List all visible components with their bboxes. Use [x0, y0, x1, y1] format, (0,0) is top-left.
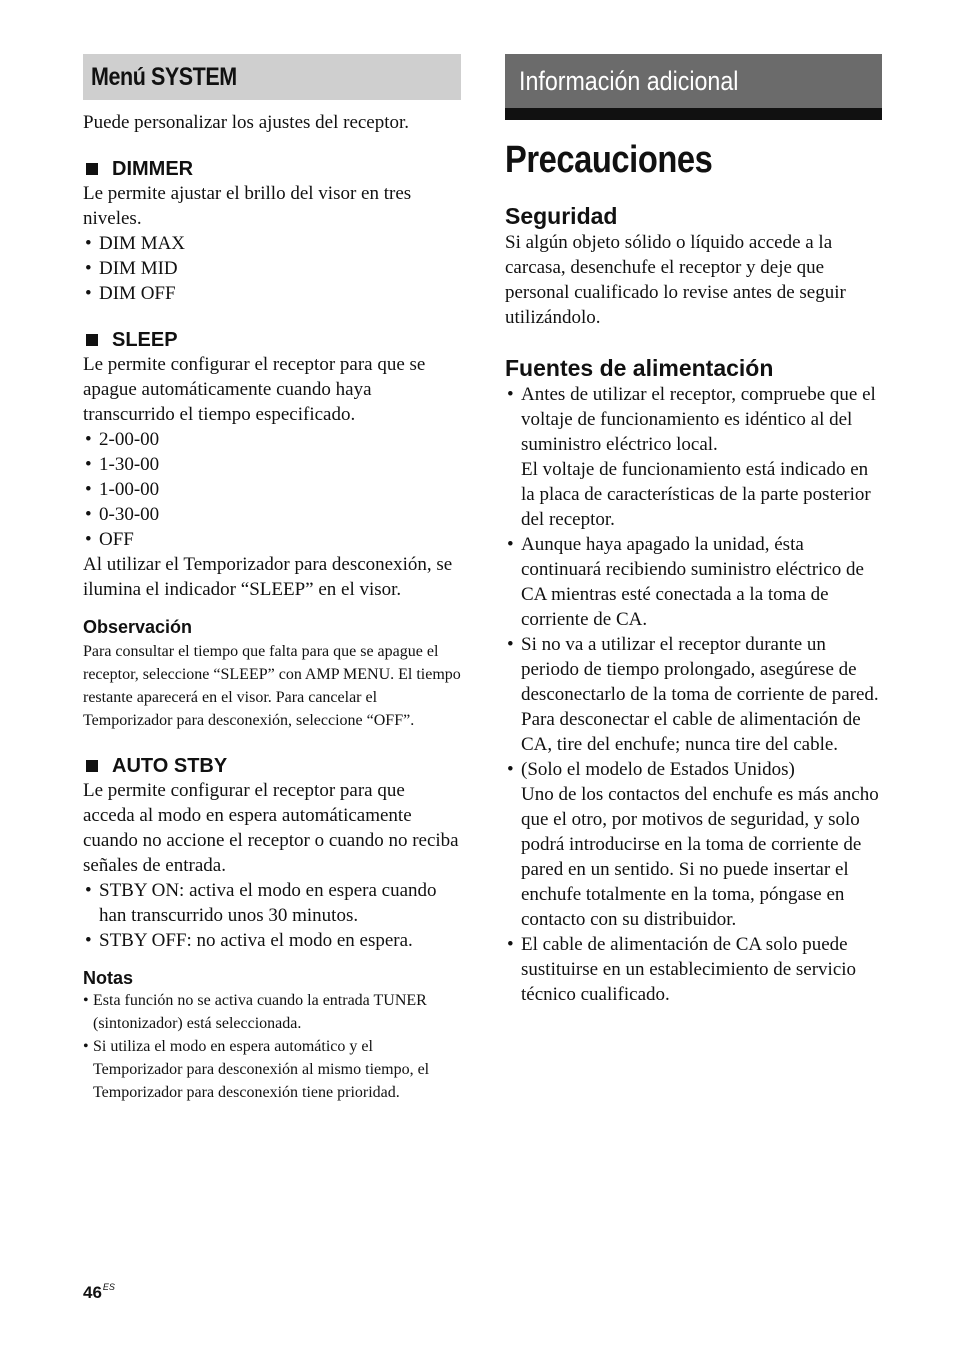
list-item: • 1-00-00 — [83, 477, 461, 502]
section-header-informacion-adicional — [505, 54, 882, 120]
section-header-menu-system — [83, 54, 461, 100]
list-item — [505, 532, 882, 632]
list-item-text: (Solo el modelo de Estados Unidos) — [521, 759, 795, 780]
list-item: • DIM MID — [83, 256, 461, 281]
dimmer-list — [83, 231, 461, 306]
notas-title: Notas — [83, 968, 134, 988]
list-item: • STBY OFF: no activa el modo en espera. — [83, 928, 461, 953]
list-item: • Si utiliza el modo en espera automático y el Temporizador para desconexión al mismo tiempo, el Temporizador para desconexión tiene prioridad. — [83, 1035, 461, 1104]
list-item: • DIM MAX — [83, 231, 461, 256]
left-column — [83, 54, 461, 1104]
list-item-text: El voltaje de funcionamiento está indicado en la placa de características de la parte posterior del receptor. — [521, 459, 871, 530]
sleep-list — [83, 427, 461, 552]
dimmer-title: DIMMER — [112, 158, 194, 180]
list-item — [505, 632, 882, 757]
list-item: • STBY ON: activa el modo en espera cuando han transcurrido unos 30 minutos. — [83, 878, 461, 928]
dimmer-heading — [83, 157, 461, 181]
sleep-heading — [83, 328, 461, 352]
observacion-title: Observación — [83, 617, 193, 637]
fuentes-title: Fuentes de alimentación — [505, 355, 774, 381]
square-bullet-icon — [86, 760, 98, 772]
notas-list — [83, 989, 461, 1104]
auto-stby-heading — [83, 754, 461, 778]
page-language-code: ES — [102, 1282, 115, 1292]
list-item — [505, 757, 882, 932]
sleep-after-text: Al utilizar el Temporizador para desconexión, se ilumina el indicador “SLEEP” en el visor. — [83, 554, 453, 600]
seguridad-title: Seguridad — [505, 203, 618, 229]
auto-stby-text: Le permite configurar el receptor para que acceda al modo en espera automáticamente cuando no accione el receptor o cuando no reciba señales de entrada. — [83, 780, 459, 876]
list-item-text: Uno de los contactos del enchufe es más ancho que el otro, por motivos de seguridad, y solo podrá introducirse en la toma de corriente de pared en un sentido. Si no puede insertar el enchufe totalmente en la toma, póngase en contacto con su distribuidor. — [521, 784, 879, 930]
auto-stby-title: AUTO STBY — [112, 755, 228, 777]
fuentes-list — [505, 382, 882, 1007]
auto-stby-list — [83, 878, 461, 953]
list-item-text: Aunque haya apagado la unidad, ésta continuará recibiendo suministro eléctrico de CA mientras esté conectada a la toma de corriente de CA. — [521, 534, 864, 630]
section-header-label: Información adicional — [519, 65, 739, 96]
page-number-value: 46 — [83, 1283, 102, 1302]
list-item: • 2-00-00 — [83, 427, 461, 452]
page-number — [83, 1282, 115, 1303]
seguridad-text: Si algún objeto sólido o líquido accede a la carcasa, desenchufe el receptor y deje que personal cualificado lo revise antes de seguir utilizándolo. — [505, 232, 846, 328]
page-title — [505, 138, 882, 182]
list-item: • 0-30-00 — [83, 502, 461, 527]
list-item: • Esta función no se activa cuando la entrada TUNER (sintonizador) está seleccionada. — [83, 989, 461, 1035]
sleep-title: SLEEP — [112, 329, 178, 351]
page-title-text: Precauciones — [505, 139, 713, 181]
list-item-text: Antes de utilizar el receptor, compruebe que el voltaje de funcionamiento es idéntico al del suministro eléctrico local. — [521, 384, 876, 455]
list-item — [505, 382, 882, 532]
sleep-text: Le permite configurar el receptor para que se apague automáticamente cuando haya transcurrido el tiempo especificado. — [83, 354, 426, 425]
list-item-text: El cable de alimentación de CA solo puede sustituirse en un establecimiento de servicio técnico cualificado. — [521, 934, 857, 1005]
observacion-text: Para consultar el tiempo que falta para que se apague el receptor, seleccione “SLEEP” con AMP MENU. El tiempo restante aparecerá en el visor. Para cancelar el Temporizador para desconexión, seleccione “OFF”. — [83, 643, 461, 729]
square-bullet-icon — [86, 334, 98, 346]
list-item: • DIM OFF — [83, 281, 461, 306]
right-column — [505, 54, 882, 1007]
list-item: • OFF — [83, 527, 461, 552]
intro-text: Puede personalizar los ajustes del receptor. — [83, 112, 410, 133]
square-bullet-icon — [86, 163, 98, 175]
section-header-label: Menú SYSTEM — [91, 62, 237, 91]
list-item: • 1-30-00 — [83, 452, 461, 477]
list-item — [505, 932, 882, 1007]
dimmer-text: Le permite ajustar el brillo del visor en tres niveles. — [83, 183, 412, 229]
list-item-text: Si no va a utilizar el receptor durante un periodo de tiempo prolongado, asegúrese de desconectarlo de la toma de corriente de pared. Para desconectar el cable de alimentación de CA, tire del enchufe; nunca tire del cable. — [521, 634, 879, 755]
